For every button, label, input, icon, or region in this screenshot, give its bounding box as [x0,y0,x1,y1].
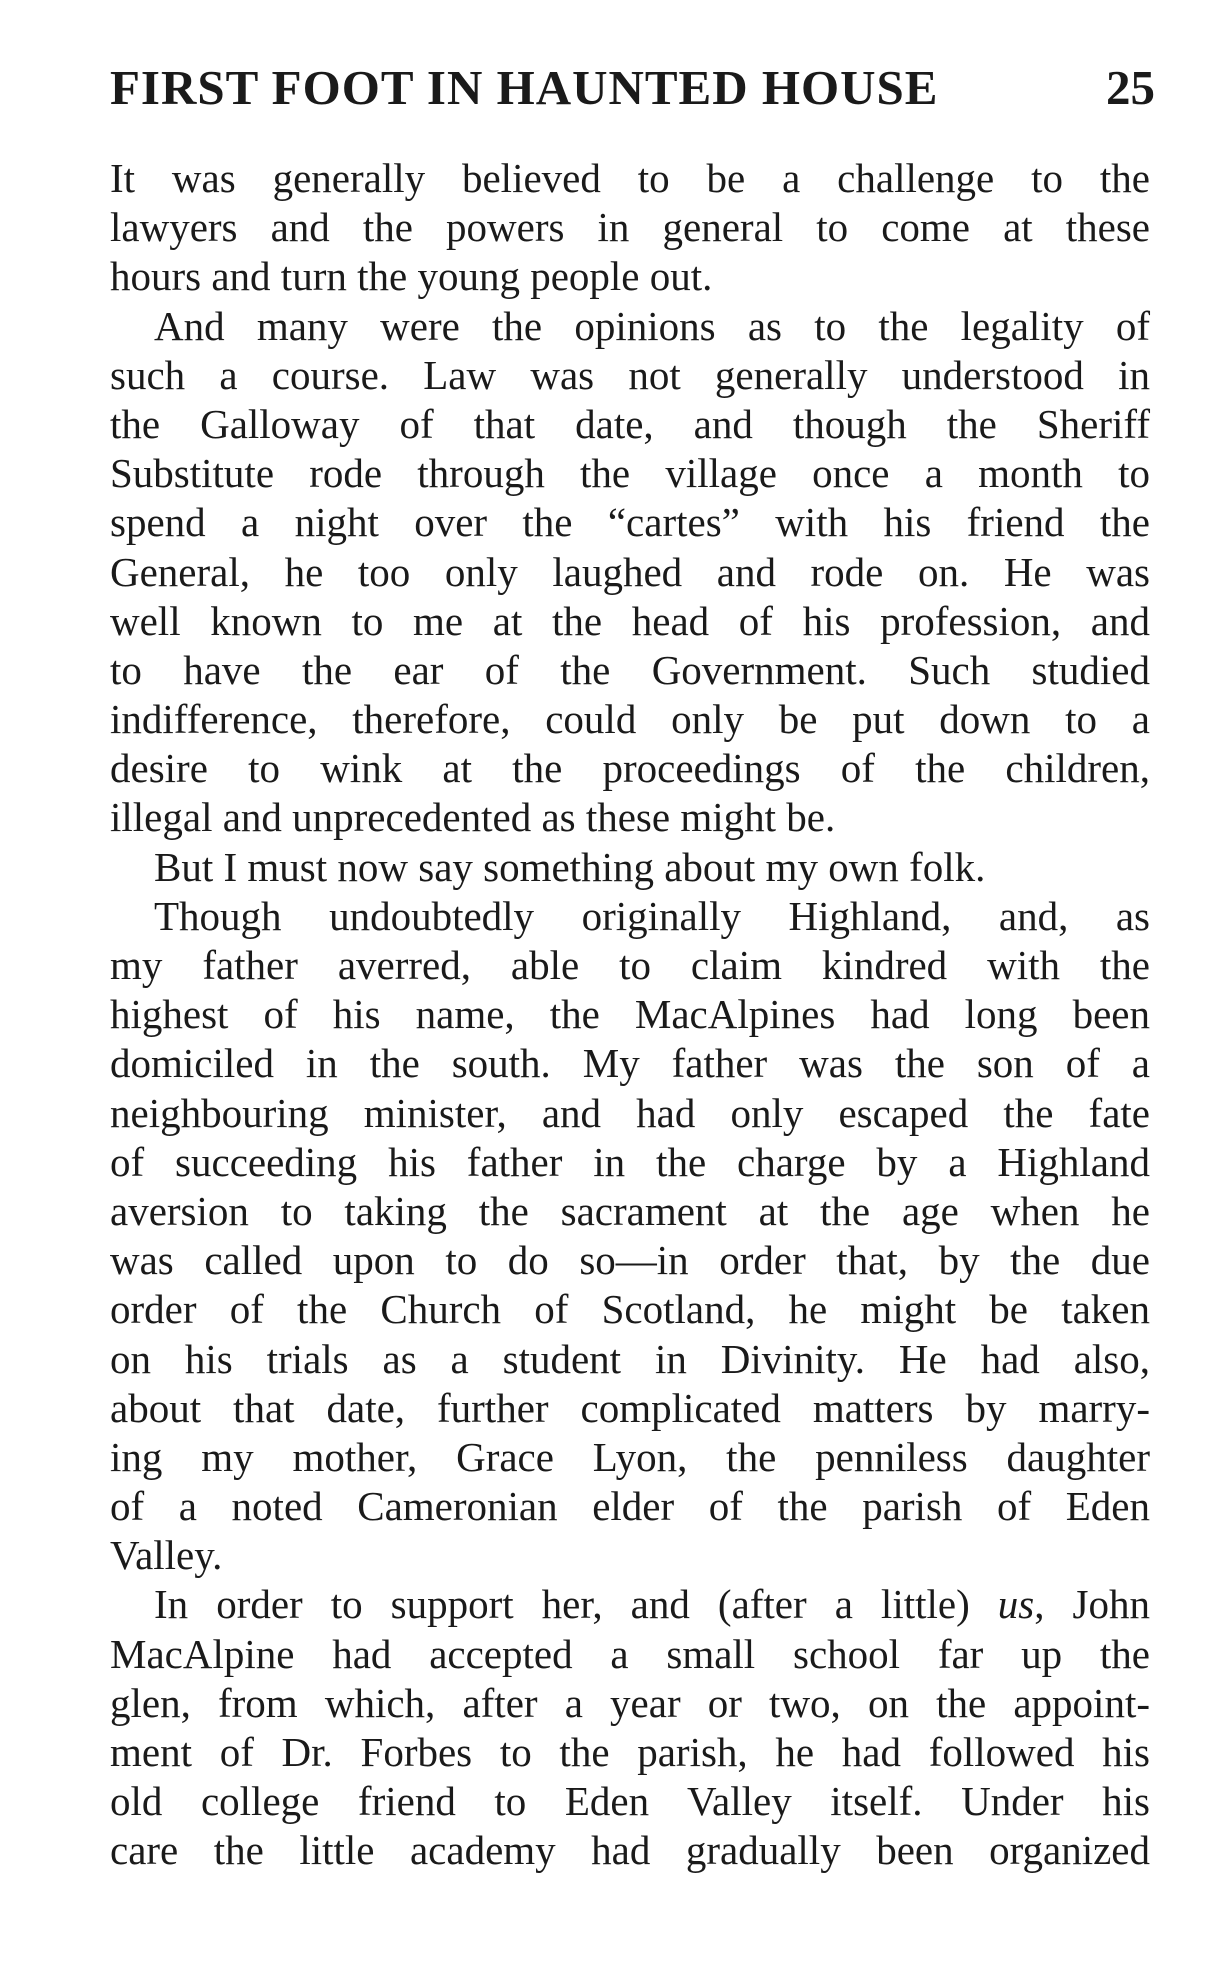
text-line: glen, from which, after a year or two, on the appoint- [110,1679,1150,1726]
text-line: was called upon to do so—in order that, by the due [110,1237,1150,1284]
text-line: highest of his name, the MacAlpines had long been [110,991,1150,1038]
text-line: indifference, therefore, could only be put down to a [110,696,1150,743]
text-line: about that date, further complicated matters by marry- [110,1384,1150,1431]
text-line: Substitute rode through the village once a month to [110,450,1150,497]
text-line: neighbouring minister, and had only escaped the fate [110,1089,1150,1136]
text-line: of a noted Cameronian elder of the parish of Eden [110,1483,1150,1530]
text-line: ment of Dr. Forbes to the parish, he had followed his [110,1729,1150,1775]
text-line: care the little academy had gradually been organized [110,1827,1150,1874]
page-header [110,58,1155,118]
text-line: But I must now say something about my own folk. [154,843,986,890]
text-line: And many were the opinions as to the legality of [154,302,1150,349]
text-line: illegal and unprecedented as these might be. [110,794,836,841]
text-line: of succeeding his father in the charge by a Highland [110,1138,1150,1185]
text-line: old college friend to Eden Valley itself. Under his [110,1778,1150,1825]
text-line: hours and turn the young people out. [110,253,713,300]
text-line: order of the Church of Scotland, he might be taken [110,1286,1150,1333]
text-line: spend a night over the “cartes” with his friend the [110,499,1150,546]
text-line: on his trials as a student in Divinity. He had also, [110,1335,1150,1382]
body-text [110,154,1150,1876]
text-line: lawyers and the powers in general to come at these [110,204,1150,251]
text-line: such a course. Law was not generally understood in [110,351,1150,398]
running-head: FIRST FOOT IN HAUNTED HOUSE [110,60,939,115]
text-line: the Galloway of that date, and though the Sheriff [110,400,1150,447]
text-line: It was generally believed to be a challenge to the [110,155,1150,201]
text-line: my father averred, able to claim kindred with the [110,942,1150,988]
text-line: In order to support her, and (after a little) us, John [154,1581,1150,1628]
text-line: aversion to taking the sacrament at the age when he [110,1187,1150,1234]
text-line: domiciled in the south. My father was the son of a [110,1040,1150,1087]
text-line: Valley. [110,1532,223,1579]
text-line: to have the ear of the Government. Such studied [110,646,1150,693]
text-line: desire to wink at the proceedings of the children, [110,745,1150,792]
text-line: ing my mother, Grace Lyon, the penniless daughter [110,1433,1150,1480]
page-number: 25 [1106,60,1155,115]
text-line: well known to me at the head of his profession, and [110,597,1150,644]
text-line: General, he too only laughed and rode on. He was [110,548,1150,595]
text-line: Though undoubtedly originally Highland, and, as [154,892,1150,939]
text-line: MacAlpine had accepted a small school far up the [110,1630,1150,1677]
